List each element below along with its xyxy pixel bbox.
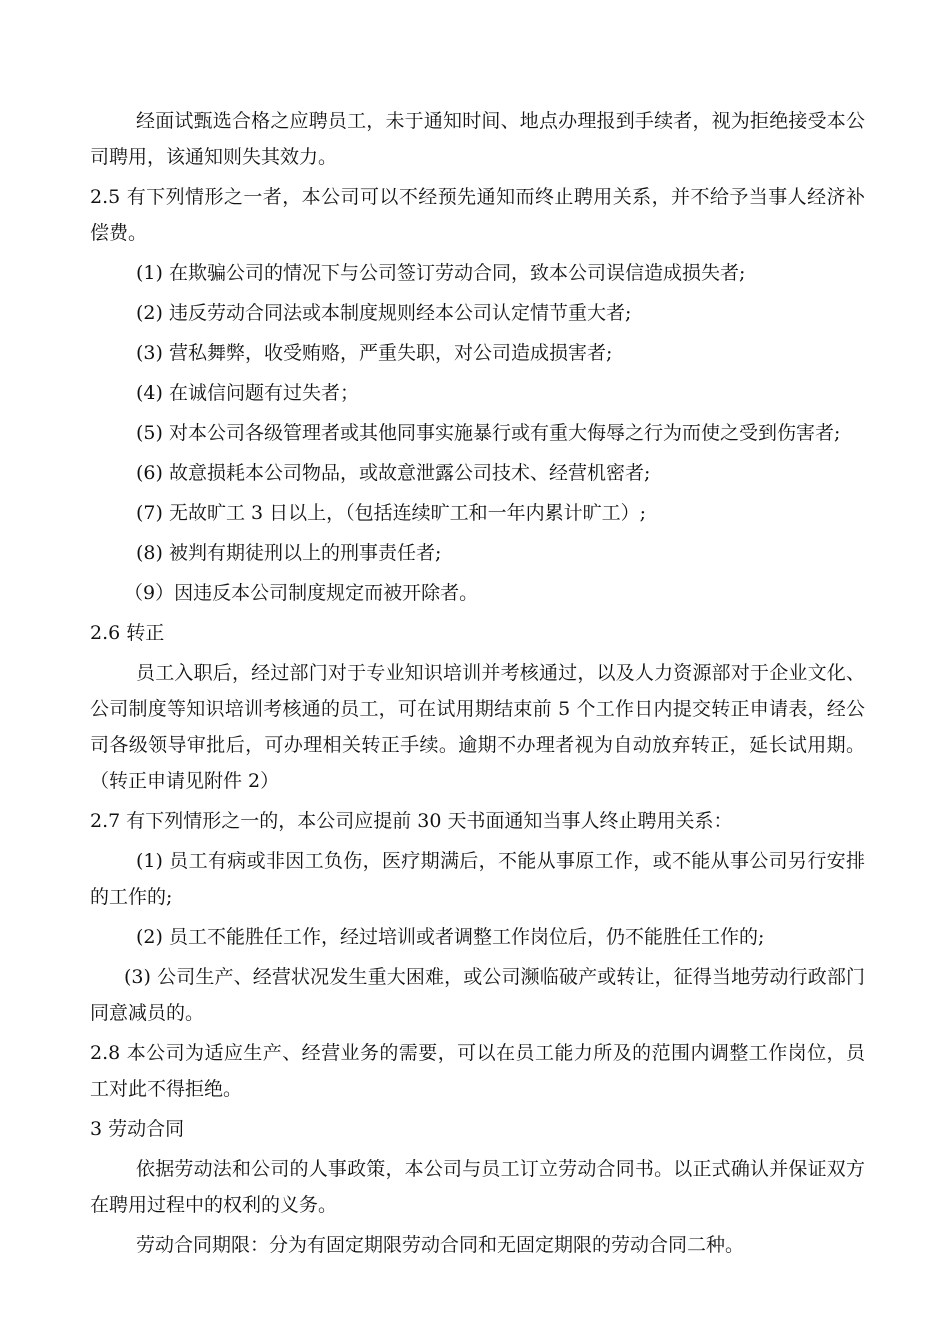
section-2-7: 2.7 有下列情形之一的，本公司应提前 30 天书面通知当事人终止聘用关系：: [90, 810, 733, 832]
paragraph-contract-basis: 依据劳动法和公司的人事政策，本公司与员工订立劳动合同书。以正式确认并保证双方在聘用过程中的权利的义务。: [90, 1158, 865, 1216]
list-item-2-5-5: (5) 对本公司各级管理者或其他同事实施暴行或有重大侮辱之行为而使之受到伤害者;: [136, 422, 841, 444]
list-item-2-5-2: (2) 违反劳动合同法或本制度规则经本公司认定情节重大者;: [136, 302, 632, 324]
section-2-5: 2.5 有下列情形之一者，本公司可以不经预先通知而终止聘用关系，并不给予当事人经济补偿费。: [90, 186, 865, 244]
section-2-8: 2.8 本公司为适应生产、经营业务的需要，可以在员工能力所及的范围内调整工作岗位，员工对此不得拒绝。: [90, 1042, 865, 1100]
list-item-2-7-3: (3) 公司生产、经营状况发生重大困难，或公司濒临破产或转让，征得当地劳动行政部门同意减员的。: [90, 966, 865, 1024]
list-item-2-7-1: (1) 员工有病或非因工负伤，医疗期满后，不能从事原工作，或不能从事公司另行安排的工作的;: [90, 850, 865, 908]
list-item-2-5-7: (7) 无故旷工 3 日以上，（包括连续旷工和一年内累计旷工）;: [136, 502, 647, 524]
list-item-2-5-1: (1) 在欺骗公司的情况下与公司签订劳动合同，致本公司误信造成损失者;: [136, 262, 746, 284]
document-page: [90, 103, 865, 1267]
paragraph-report-deadline: 经面试甄选合格之应聘员工，未于通知时间、地点办理报到手续者，视为拒绝接受本公司聘用，该通知则失其效力。: [90, 110, 865, 168]
list-item-2-5-6: (6) 故意损耗本公司物品，或故意泄露公司技术、经营机密者;: [136, 462, 651, 484]
paragraph-contract-term: 劳动合同期限：分为有固定期限劳动合同和无固定期限的劳动合同二种。: [136, 1234, 745, 1256]
list-item-2-7-2: (2) 员工不能胜任工作，经过培训或者调整工作岗位后，仍不能胜任工作的;: [136, 926, 765, 948]
section-2-6-heading: 2.6 转正: [90, 622, 165, 644]
list-item-2-5-8: (8) 被判有期徒刑以上的刑事责任者;: [136, 542, 442, 564]
list-item-2-5-4: (4) 在诚信问题有过失者；: [136, 382, 359, 404]
paragraph-probation: 员工入职后，经过部门对于专业知识培训并考核通过，以及人力资源部对于企业文化、公司制度等知识培训考核通的员工，可在试用期结束前 5 个工作日内提交转正申请表，经公司各级领导审批后，可办理相关转正手续。逾期不办理者视为自动放弃转正，延长试用期。（转正申请见附件 2）: [90, 662, 865, 792]
section-3-heading: 3 劳动合同: [90, 1118, 185, 1140]
list-item-2-5-9: （9）因违反本公司制度规定而被开除者。: [124, 582, 479, 604]
list-item-2-5-3: (3) 营私舞弊，收受贿赂，严重失职，对公司造成损害者;: [136, 342, 613, 364]
